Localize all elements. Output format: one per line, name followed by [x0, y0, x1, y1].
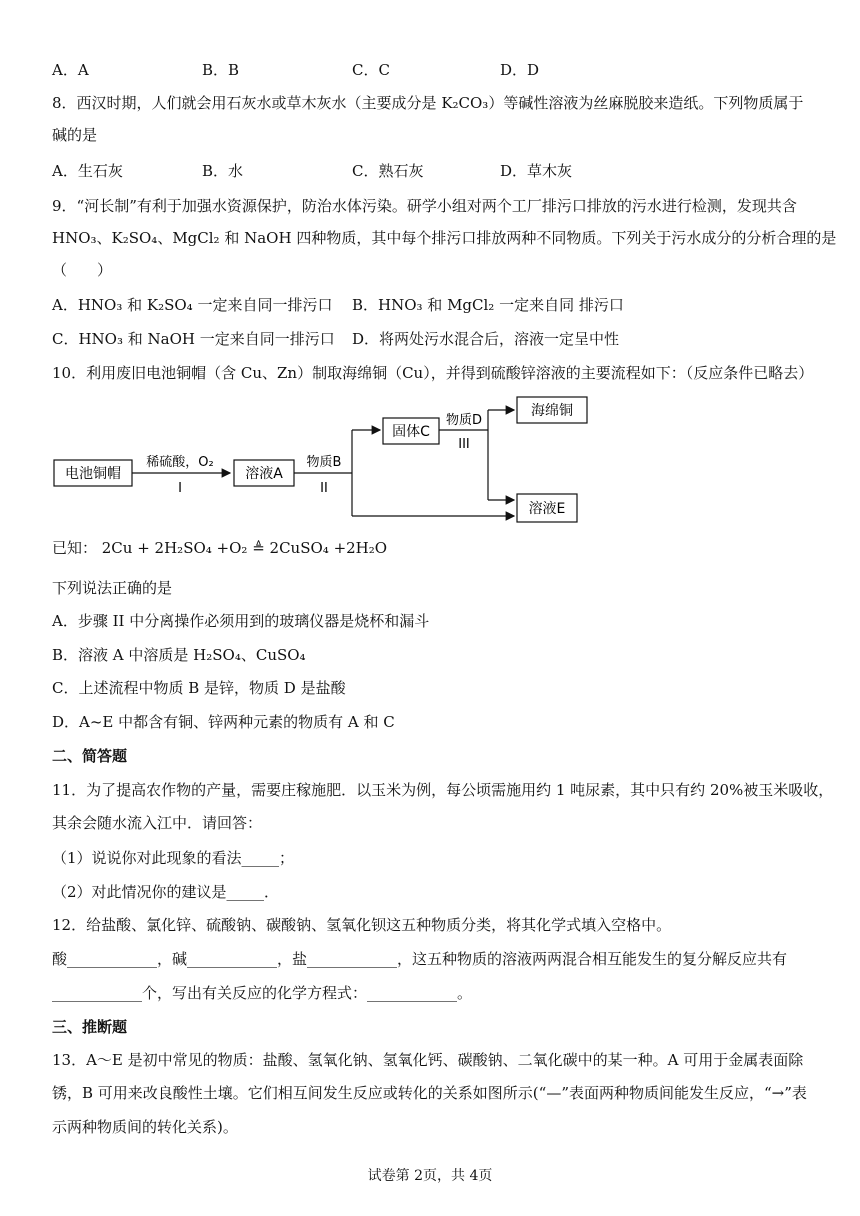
q8-stem-line2: 碱的是	[52, 126, 98, 144]
flow-arrow-step1-reagent: 稀硫酸，O₂	[146, 455, 214, 470]
q9-option-b: B．HNO₃ 和 MgCl₂ 一定来自同 排污口	[352, 296, 624, 314]
q9-stem-line1: 9．“河长制”有利于加强水资源保护，防治水体污染。研学小组对两个工厂排污口排放的污水进行检测，发现共含	[52, 197, 797, 215]
flow-arrow-step3-reagent: 物质D	[445, 413, 483, 428]
flow-arrow-step3-label: III	[458, 437, 470, 452]
q11-subquestion-2: （2）对此情况你的建议是_____．	[52, 883, 280, 901]
q10-option-c: C．上述流程中物质 B 是锌，物质 D 是盐酸	[52, 679, 346, 697]
process-flow-diagram	[0, 390, 860, 530]
flow-arrow-step2-reagent: 物质B	[306, 455, 342, 470]
q7-option-d: D．D	[500, 61, 540, 79]
page-footer: 试卷第 2页，共 4页	[367, 1168, 493, 1184]
q12-stem-line3: ____________个，写出有关反应的化学方程式：____________。	[52, 984, 473, 1002]
q7-option-a: A．A	[52, 61, 89, 79]
q12-stem-line1: 12．给盐酸、氯化锌、硫酸钠、碳酸钠、氢氧化钡这五种物质分类，将其化学式填入空格中。	[52, 916, 672, 934]
q13-stem-line2: 锈，B 可用来改良酸性土壤。它们相互间发生反应或转化的关系如图所示(“—”表面两种物质间能发生反应，“→”表	[52, 1084, 807, 1102]
flow-arrow-step1-label: I	[178, 481, 182, 496]
q10-stem-line1: 10．利用废旧电池铜帽（含 Cu、Zn）制取海绵铜（Cu），并得到硫酸锌溶液的主要流程如下：（反应条件已略去）	[52, 364, 814, 382]
q9-option-d: D．将两处污水混合后，溶液一定呈中性	[352, 330, 620, 348]
q11-stem-line2: 其余会随水流入江中．请回答：	[52, 814, 263, 832]
q10-prompt: 下列说法正确的是	[52, 579, 173, 597]
q13-stem-line1: 13．A～E 是初中常见的物质：盐酸、氢氧化钠、氢氧化钙、碳酸钠、二氧化碳中的某一种。A 可用于金属表面除	[52, 1051, 804, 1069]
q9-option-c: C．HNO₃ 和 NaOH 一定来自同一排污口	[52, 330, 335, 348]
q8-option-d: D．草木灰	[500, 162, 573, 180]
q9-option-a: A．HNO₃ 和 K₂SO₄ 一定来自同一排污口	[52, 296, 333, 314]
q7-option-b: B．B	[202, 61, 240, 79]
q10-option-d: D．A~E 中都含有铜、锌两种元素的物质有 A 和 C	[52, 713, 395, 731]
q7-option-c: C．C	[352, 61, 390, 79]
q11-subquestion-1: （1）说说你对此现象的看法_____；	[52, 849, 295, 867]
q10-option-a: A．步骤 II 中分离操作必须用到的玻璃仪器是烧杯和漏斗	[52, 612, 430, 630]
q9-stem-line3: （ ）	[52, 261, 113, 279]
flow-box-solution-a-label: 溶液A	[245, 466, 283, 482]
q13-stem-line3: 示两种物质间的转化关系)。	[52, 1118, 238, 1136]
flow-box-solution-e-label: 溶液E	[528, 501, 566, 517]
flow-box-battery-cap-label: 电池铜帽	[65, 466, 121, 482]
q8-stem-line1: 8．西汉时期，人们就会用石灰水或草木灰水（主要成分是 K₂CO₃）等碱性溶液为丝麻脱胶来造纸。下列物质属于	[52, 94, 804, 112]
section-heading-inference: 三、推断题	[52, 1018, 128, 1036]
q8-option-b: B．水	[202, 162, 244, 180]
flow-box-solid-c-label: 固体C	[392, 424, 430, 440]
q11-stem-line1: 11．为了提高农作物的产量，需要庄稼施肥．以玉米为例，每公顷需施用约 1 吨尿素，其中只有约 20%被玉米吸收，	[52, 781, 834, 799]
section-heading-short-answer: 二、简答题	[52, 747, 128, 765]
q8-option-a: A．生石灰	[52, 162, 123, 180]
q10-known-equation: 已知： 2Cu + 2H₂SO₄ +O₂ ≜ 2CuSO₄ +2H₂O	[52, 539, 388, 557]
q9-stem-line2: HNO₃、K₂SO₄、MgCl₂ 和 NaOH 四种物质，其中每个排污口排放两种不同物质。下列关于污水成分的分析合理的是	[52, 229, 837, 247]
flow-arrow-step2-label: II	[320, 481, 328, 496]
q12-stem-line2: 酸____________，碱____________，盐____________，这五种物质的溶液两两混合相互能发生的复分解反应共有	[52, 950, 788, 968]
q10-option-b: B．溶液 A 中溶质是 H₂SO₄、CuSO₄	[52, 646, 306, 664]
q8-option-c: C．熟石灰	[352, 162, 424, 180]
flow-box-sponge-copper-label: 海绵铜	[531, 403, 573, 419]
